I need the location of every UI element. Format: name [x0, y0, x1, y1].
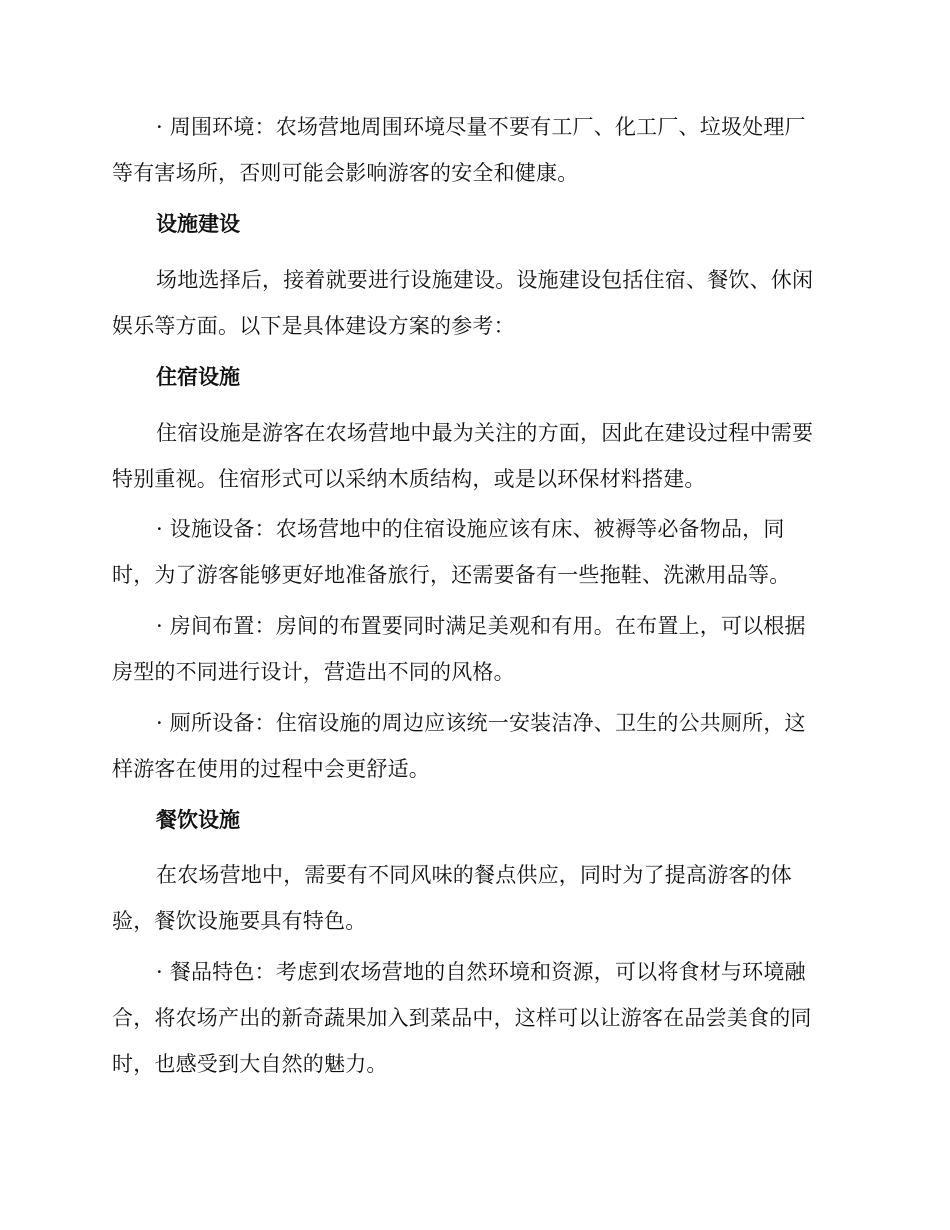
text-line: · 房间布置：房间的布置要同时满足美观和有用。在布置上，可以根据 [156, 614, 806, 638]
paragraph-equipment [112, 506, 830, 598]
text-line: 在农场营地中，需要有不同风味的餐点供应，同时为了提高游客的体 [156, 863, 792, 887]
text-line: 时，为了游客能够更好地准备旅行，还需要备有一些拖鞋、洗漱用品等。 [112, 563, 791, 587]
text-line: 场地选择后，接着就要进行设施建设。设施建设包括住宿、餐饮、休闲 [156, 268, 814, 292]
paragraph-accommodation-intro [112, 410, 830, 502]
text-line: 时，也感受到大自然的魅力。 [112, 1052, 388, 1076]
paragraph-toilets [112, 700, 830, 792]
text-line: 样游客在使用的过程中会更舒适。 [112, 757, 430, 781]
heading-accommodation: 住宿设施 [156, 364, 240, 389]
text-line: 等有害场所，否则可能会影响游客的安全和健康。 [112, 161, 579, 185]
text-line: · 周围环境：农场营地周围环境尽量不要有工厂、化工厂、垃圾处理厂 [156, 115, 806, 139]
text-line: 房型的不同进行设计，营造出不同的风格。 [112, 660, 515, 684]
text-line: 特别重视。住宿形式可以采纳木质结构，或是以环保材料搭建。 [112, 467, 706, 491]
text-line: · 餐品特色：考虑到农场营地的自然环境和资源，可以将食材与环境融 [156, 960, 806, 984]
paragraph-surroundings [112, 104, 830, 196]
heading-facility-construction: 设施建设 [156, 211, 240, 236]
text-line: 娱乐等方面。以下是具体建设方案的参考： [112, 314, 515, 338]
paragraph-dining-intro [112, 852, 830, 944]
paragraph-room-layout [112, 603, 830, 695]
heading-dining: 餐饮设施 [156, 807, 240, 832]
text-line: 合，将农场产出的新奇蔬果加入到菜品中，这样可以让游客在品尝美食的同 [112, 1006, 812, 1030]
paragraph-food-features [112, 949, 830, 1087]
text-line: 验，餐饮设施要具有特色。 [112, 909, 367, 933]
text-line: 住宿设施是游客在农场营地中最为关注的方面，因此在建设过程中需要 [156, 421, 814, 445]
text-line: · 设施设备：农场营地中的住宿设施应该有床、被褥等必备物品，同 [156, 517, 785, 541]
paragraph-construction-intro [112, 257, 830, 349]
text-line: · 厕所设备：住宿设施的周边应该统一安装洁净、卫生的公共厕所，这 [156, 711, 806, 735]
